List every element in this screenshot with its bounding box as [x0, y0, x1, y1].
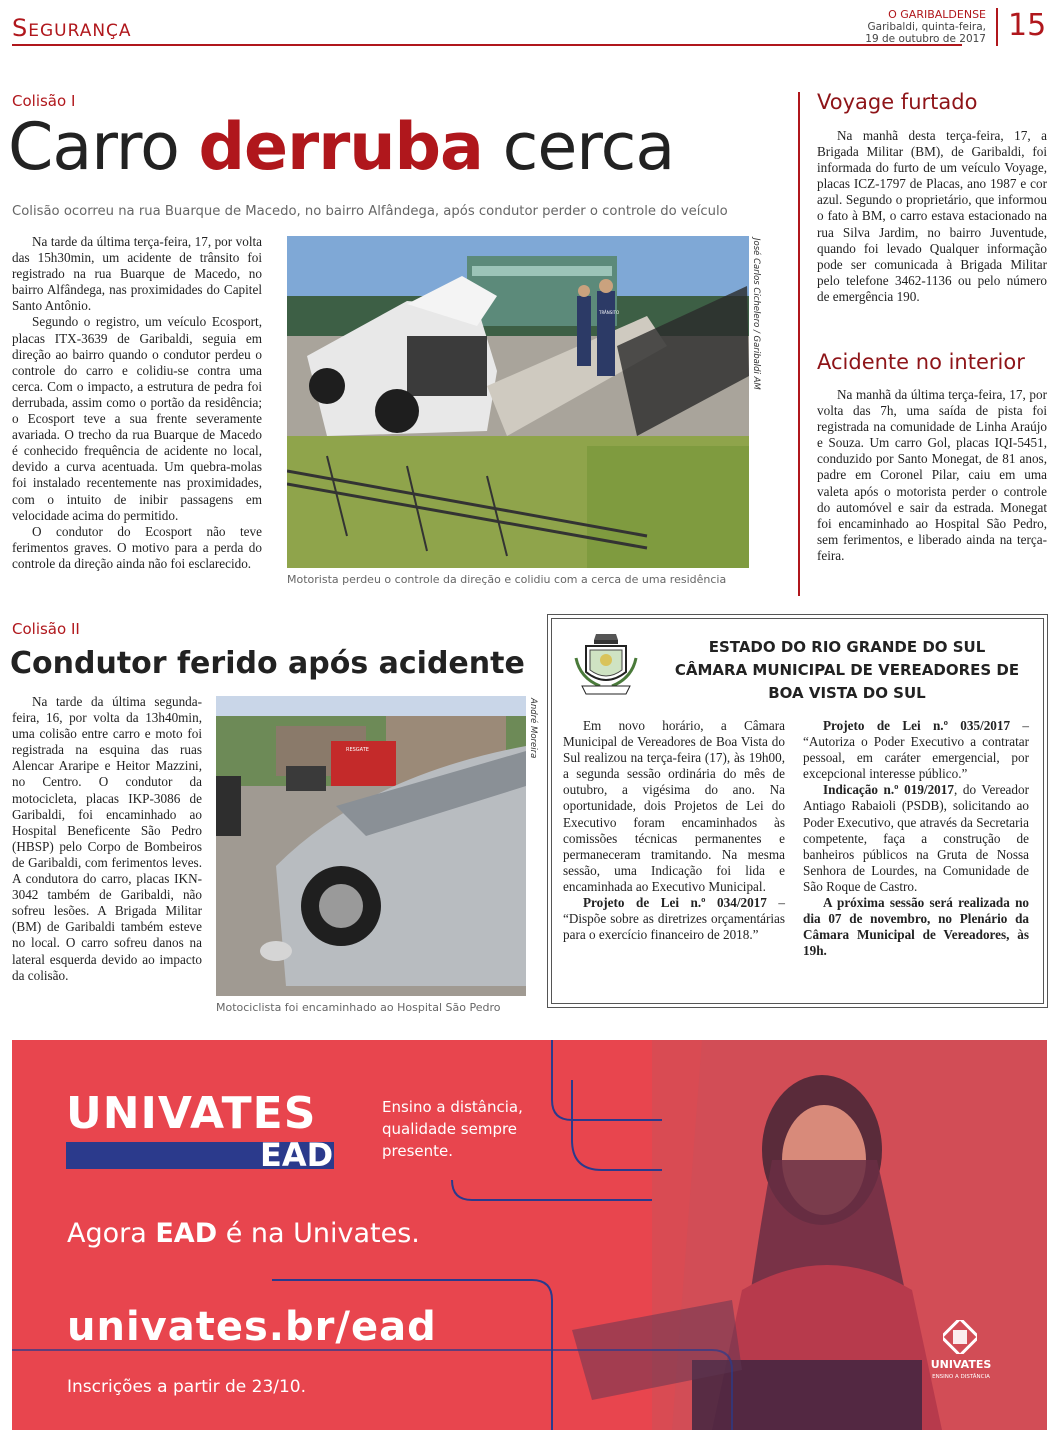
bill-034-title: Projeto de Lei n.º 034/2017 [583, 895, 767, 911]
story1-body [12, 234, 262, 572]
dateline-2: 19 de outubro de 2017 [865, 33, 986, 45]
page-header [0, 0, 1058, 52]
ad-ead: EAD [260, 1136, 334, 1174]
story1-paragraph: Na tarde da última terça-feira, 17, por volta das 15h30min, um acidente de trânsito foi registrado na rua Buarque de Macedo, no bairro Alfândega, nas proximidades do Capitel Santo Antônio. [12, 234, 262, 314]
ad-tagline-2: qualidade sempre [382, 1120, 518, 1138]
dateline-1: Garibaldi, quinta-feira, [867, 21, 986, 33]
indication-text: , do Vereador Antiago Rabaioli (PSDB), solicitando ao Poder Executivo, que através da Secretaria competente, faça a construção de banheiros públicos na Gruta de Nossa Senhora de Lourdes, na Comunidade de São Roque de Castro. [803, 782, 1029, 894]
paper-name: O GARIBALDENSE [888, 8, 986, 21]
notice-paragraph [563, 895, 785, 943]
story1-subhead: Colisão ocorreu na rua Buarque de Macedo, no bairro Alfândega, após condutor perder o controle do veículo [12, 204, 728, 219]
municipal-coat-of-arms [570, 628, 642, 700]
slogan-part-a: Agora [67, 1218, 156, 1249]
crash-scene-illustration [287, 236, 749, 568]
sidebar-heading-1: Voyage furtado [817, 90, 978, 114]
headline-part-a: Carro [8, 110, 199, 185]
next-session-text: A próxima sessão será realizada no dia 07 de novembro, no Plenário da Câmara Municipal de Vereadores, às 19h. [803, 895, 1029, 959]
sidebar-paragraph: Na manhã da última terça-feira, 17, por volta das 7h, uma saída de pista foi registrada na comunidade de Linha Araújo e Souza. Um carro Gol, placas IQI-5451, conduzido por Santo Monegat, de 81 anos, padre em Coronel Pilar, caiu em uma valeta após o motorista perder o controle do automóvel e sair da estrada. Monegat foi encaminhado ao Hospital São Pedro, sem ferimentos, e liberado ainda na terça-feira. [817, 387, 1047, 563]
sidebar-rule [798, 92, 800, 596]
notice-title-1: ESTADO DO RIO GRANDE DO SUL [708, 638, 986, 656]
bill-035-title: Projeto de Lei n.º 035/2017 [823, 718, 1011, 733]
bill-035-text: – “Autoriza o Poder Executivo a contratar pessoal, em caráter emergencial, por excepcional interesse público.” [803, 718, 1029, 782]
sidebar-text-2 [817, 387, 1047, 564]
notice-paragraph [803, 895, 1029, 959]
notice-paragraph [803, 718, 1029, 782]
univates-ad[interactable] [12, 1040, 1047, 1430]
slogan-part-b: EAD [155, 1218, 218, 1249]
ad-logo-sub: ENSINO A DISTÂNCIA [932, 1374, 990, 1380]
story2-headline: Condutor ferido após acidente [10, 646, 525, 681]
sidebar-text-1 [817, 128, 1047, 305]
sidebar-heading-2: Acidente no interior [817, 350, 1025, 374]
story1-caption: Motorista perdeu o controle da direção e colidiu com a cerca de uma residência [287, 573, 727, 586]
bill-034-text: – “Dispõe sobre as diretrizes orçamentárias para o exercício financeiro de 2018.” [563, 895, 785, 943]
ad-url[interactable]: univates.br/ead [67, 1304, 437, 1350]
section-title: Segurança [12, 14, 132, 42]
notice-title-2: CÂMARA MUNICIPAL DE VEREADORES DE [674, 661, 1020, 679]
headline-part-c: cerca [482, 110, 675, 185]
ad-brand: UNIVATES [66, 1088, 317, 1139]
story1-photo [287, 236, 749, 568]
story2-caption: Motociclista foi encaminhado ao Hospital São Pedro [216, 1001, 501, 1014]
ad-tagline-3: presente. [382, 1142, 454, 1160]
notice-paragraph [803, 782, 1029, 895]
headline-part-b: derruba [198, 110, 483, 185]
notice-column-1 [563, 718, 785, 943]
story2-body [12, 694, 202, 984]
story2-photo-credit: André Moreira [528, 698, 538, 759]
coat-of-arms-icon [570, 628, 642, 700]
truck-label: RESGATE [346, 747, 369, 753]
page-number: 15 [1008, 8, 1047, 43]
story1-kicker: Colisão I [12, 92, 76, 110]
story2-photo [216, 696, 526, 996]
univates-logo-icon [943, 1320, 977, 1354]
univates-emblem-icon [943, 1320, 977, 1354]
story2-paragraph: Na tarde da última segunda-feira, 16, por volta da 13h40min, uma colisão entre carro e moto foi registrada na esquina das ruas Alencar Araripe e Heitor Mazzini, no Centro. O condutor da motocicleta, placas IKP-3086 de Garibaldi, foi encaminhado ao Hospital Beneficente São Pedro (HBSP) pelo Corpo de Bombeiros de Garibaldi, com ferimentos leves. A condutora do carro, placas IKN-3042 também de Garibaldi, não sofreu lesões. A Brigada Militar (BM) de Garibaldi também esteve no local. O carro sofreu danos na lateral esquerda devido ao impacto da colisão. [12, 694, 202, 983]
story1-photo-credit: José Carlos Cichelero / Garibaldi AM [751, 238, 761, 390]
story2-kicker: Colisão II [12, 620, 80, 638]
ad-slogan [67, 1218, 420, 1249]
vest-label: TRÂNSITO [599, 310, 620, 315]
story1-paragraph: Segundo o registro, um veículo Ecosport, placas ITX-3639 de Garibaldi, seguia em direção ao bairro quando o condutor perdeu o controle do carro e colidiu-se contra uma cerca. Com o impacto, a estrutura de pedra foi derrubada, assim como o portão da residência; o Ecosport teve a sua frente severamente avariada. O trecho da rua Buarque de Macedo é conhecido frequência de acidente no local, devido a curva acentuada. Um quebra-molas foi instalado recentemente nas proximidades, com o intuito de inibir passagens em velocidade acima do permitido. [12, 314, 262, 523]
page-number-divider [996, 8, 998, 46]
notice-column-2 [803, 718, 1029, 959]
notice-title-3: BOA VISTA DO SUL [768, 684, 926, 702]
indication-title: Indicação n.º 019/2017 [823, 782, 954, 798]
sidebar-paragraph: Na manhã desta terça-feira, 17, a Brigada Militar (BM), de Garibaldi, foi informada do furto de um veículo Voyage, placas ICZ-1797 de Placas, ano 1987 e cor azul. Segundo o proprietário, que informou o fato à BM, o carro estava estacionado na rua Silva Jardim, no bairro Juventude, quando foi levado Qualquer informação pode ser comunicada à Brigada Militar pelo telefone 3462-1136 ou pelo número de emergência 190. [817, 128, 1047, 304]
collision-scene-illustration [216, 696, 526, 996]
story1-headline [8, 110, 674, 185]
slogan-part-c: é na Univates. [217, 1218, 420, 1249]
story1-paragraph: O condutor do Ecosport não teve ferimentos graves. O motivo para a perda do controle da direção ainda não foi esclarecido. [12, 523, 262, 571]
ad-logo-name: UNIVATES [930, 1358, 992, 1371]
header-rule [12, 44, 962, 46]
ad-tagline-1: Ensino a distância, [382, 1098, 523, 1116]
ad-enrollment: Inscrições a partir de 23/10. [67, 1377, 307, 1397]
notice-paragraph: Em novo horário, a Câmara Municipal de Vereadores de Boa Vista do Sul realizou na terça-feira (17), às 19h00, a segunda sessão ordinária do mês de outubro, a vigésima do ano. Na oportunidade, dois Projetos de Lei do Executivo foram encaminhados às comissões técnicas permanentes e permaneceram tramitando. Na mesma sessão, uma Indicação foi lida e encaminhada ao Executivo Municipal. [563, 718, 785, 894]
